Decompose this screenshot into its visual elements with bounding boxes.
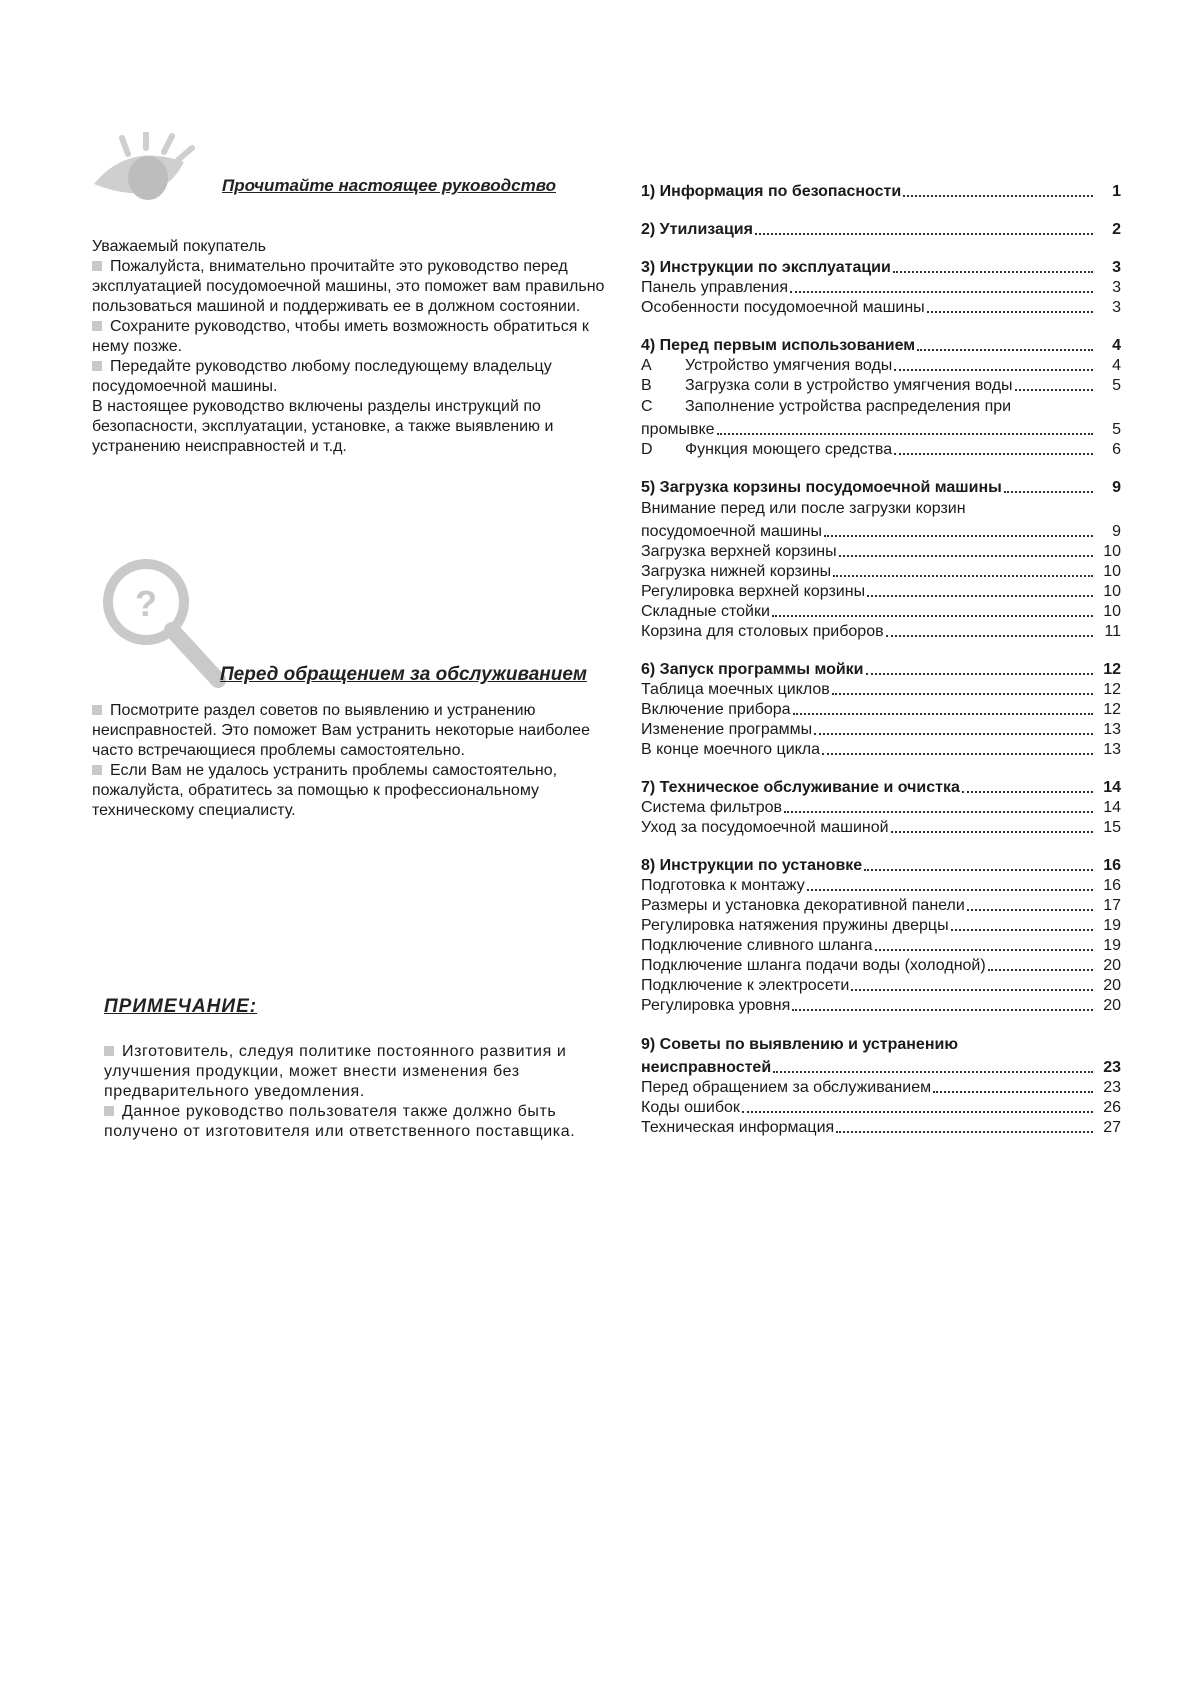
toc-entry[interactable]: 6) Запуск программы мойки 12: [641, 661, 1121, 678]
toc-section-8: [641, 856, 1121, 1016]
note-heading: ПРИМЕЧАНИЕ:: [104, 996, 258, 1017]
toc-entry[interactable]: Перед обращением за обслуживанием 23: [641, 1079, 1121, 1096]
toc-entry[interactable]: A Устройство умягчения воды 4: [641, 357, 1121, 374]
toc-entry[interactable]: 7) Техническое обслуживание и очистка 14: [641, 779, 1121, 796]
note-text: [104, 1042, 584, 1142]
paragraph: Изготовитель, следуя политике постоянного развития и улучшения продукции, может внести изменения без предварительного уведомления.: [104, 1043, 567, 1100]
toc-section-2: [641, 220, 1121, 240]
toc-entry[interactable]: 4) Перед первым использованием 4: [641, 337, 1121, 354]
toc-entry[interactable]: 3) Инструкции по эксплуатации 3: [641, 259, 1121, 276]
paragraph: Если Вам не удалось устранить проблемы самостоятельно, пожалуйста, обратитесь за помощью к профессиональному техническому специалисту.: [92, 762, 558, 819]
toc-entry[interactable]: промывке 5: [641, 421, 1121, 438]
bullet-icon: [92, 261, 102, 271]
toc-entry[interactable]: 1) Информация по безопасности 1: [641, 183, 1121, 200]
toc-entry[interactable]: Регулировка верхней корзины 10: [641, 583, 1121, 600]
toc-section-3: [641, 258, 1121, 318]
toc-entry[interactable]: B Загрузка соли в устройство умягчения воды 5: [641, 377, 1121, 394]
magnifier-question-icon: [100, 556, 230, 688]
paragraph: В настоящее руководство включены разделы инструкций по безопасности, эксплуатации, установке, а также выявлению и устранению неисправностей и т.д.: [92, 398, 554, 455]
paragraph: Данное руководство пользователя также должно быть получено от изготовителя или ответственного поставщика.: [104, 1103, 576, 1140]
toc-section-7: [641, 778, 1121, 838]
toc-entry[interactable]: Подключение к электросети 20: [641, 977, 1121, 994]
toc-entry-first-line[interactable]: Внимание перед или после загрузки корзин: [641, 500, 966, 517]
toc-entry[interactable]: Включение прибора 12: [641, 701, 1121, 718]
eye-icon: [88, 132, 218, 212]
toc-section-6: [641, 660, 1121, 760]
toc-entry[interactable]: Техническая информация 27: [641, 1119, 1121, 1136]
greeting: Уважаемый покупатель: [92, 238, 267, 255]
toc-entry[interactable]: Загрузка нижней корзины 10: [641, 563, 1121, 580]
bullet-icon: [92, 705, 102, 715]
toc-entry[interactable]: D Функция моющего средства 6: [641, 441, 1121, 458]
toc-entry[interactable]: Система фильтров 14: [641, 799, 1121, 816]
bullet-icon: [92, 765, 102, 775]
toc-section-9: [641, 1034, 1121, 1138]
toc-entry[interactable]: 8) Инструкции по установке 16: [641, 857, 1121, 874]
toc-entry[interactable]: Особенности посудомоечной машины 3: [641, 299, 1121, 316]
read-manual-text: [92, 237, 612, 457]
bullet-icon: [104, 1106, 114, 1116]
service-heading: Перед обращением за обслуживанием: [220, 664, 587, 685]
toc-entry[interactable]: посудомоечной машины 9: [641, 523, 1121, 540]
toc-entry[interactable]: 2) Утилизация 2: [641, 221, 1121, 238]
toc-section-1: [641, 182, 1121, 202]
toc-entry-first-line[interactable]: C Заполнение устройства распределения при: [641, 398, 1012, 415]
paragraph: Пожалуйста, внимательно прочитайте это руководство перед эксплуатацией посудомоечной машины, это поможет вам правильно пользоваться машиной и поддерживать ее в должном состоянии.: [92, 258, 605, 315]
paragraph: Сохраните руководство, чтобы иметь возможность обратиться к нему позже.: [92, 318, 589, 355]
toc-entry[interactable]: 5) Загрузка корзины посудомоечной машины 9: [641, 479, 1121, 496]
toc-entry[interactable]: Загрузка верхней корзины 10: [641, 543, 1121, 560]
toc-entry[interactable]: Складные стойки 10: [641, 603, 1121, 620]
toc-entry[interactable]: В конце моечного цикла 13: [641, 741, 1121, 758]
toc-section-4: [641, 336, 1121, 460]
toc-entry[interactable]: Подготовка к монтажу 16: [641, 877, 1121, 894]
toc-section-5: [641, 478, 1121, 642]
toc-entry[interactable]: Подключение шланга подачи воды (холодной) 20: [641, 957, 1121, 974]
toc-entry[interactable]: Размеры и установка декоративной панели 17: [641, 897, 1121, 914]
bullet-icon: [104, 1046, 114, 1056]
table-of-contents: [641, 182, 1121, 1156]
paragraph: Передайте руководство любому последующему владельцу посудомоечной машины.: [92, 358, 552, 395]
toc-entry[interactable]: Регулировка уровня 20: [641, 997, 1121, 1014]
toc-entry[interactable]: Изменение программы 13: [641, 721, 1121, 738]
toc-entry[interactable]: Таблица моечных циклов 12: [641, 681, 1121, 698]
read-manual-heading: Прочитайте настоящее руководство: [222, 176, 556, 195]
toc-entry[interactable]: Подключение сливного шланга 19: [641, 937, 1121, 954]
toc-entry[interactable]: неисправностей 23: [641, 1059, 1121, 1076]
toc-entry[interactable]: Коды ошибок 26: [641, 1099, 1121, 1116]
paragraph: Посмотрите раздел советов по выявлению и устранению неисправностей. Это поможет Вам устранить некоторые наиболее часто встречающиеся проблемы самостоятельно.: [92, 702, 590, 759]
bullet-icon: [92, 321, 102, 331]
toc-entry-first-line[interactable]: 9) Советы по выявлению и устранению: [641, 1036, 958, 1053]
toc-entry[interactable]: Панель управления 3: [641, 279, 1121, 296]
toc-entry[interactable]: Уход за посудомоечной машиной 15: [641, 819, 1121, 836]
bullet-icon: [92, 361, 102, 371]
service-text: [92, 701, 622, 821]
toc-entry[interactable]: Корзина для столовых приборов 11: [641, 623, 1121, 640]
toc-entry[interactable]: Регулировка натяжения пружины дверцы 19: [641, 917, 1121, 934]
svg-text:?: ?: [135, 583, 157, 624]
